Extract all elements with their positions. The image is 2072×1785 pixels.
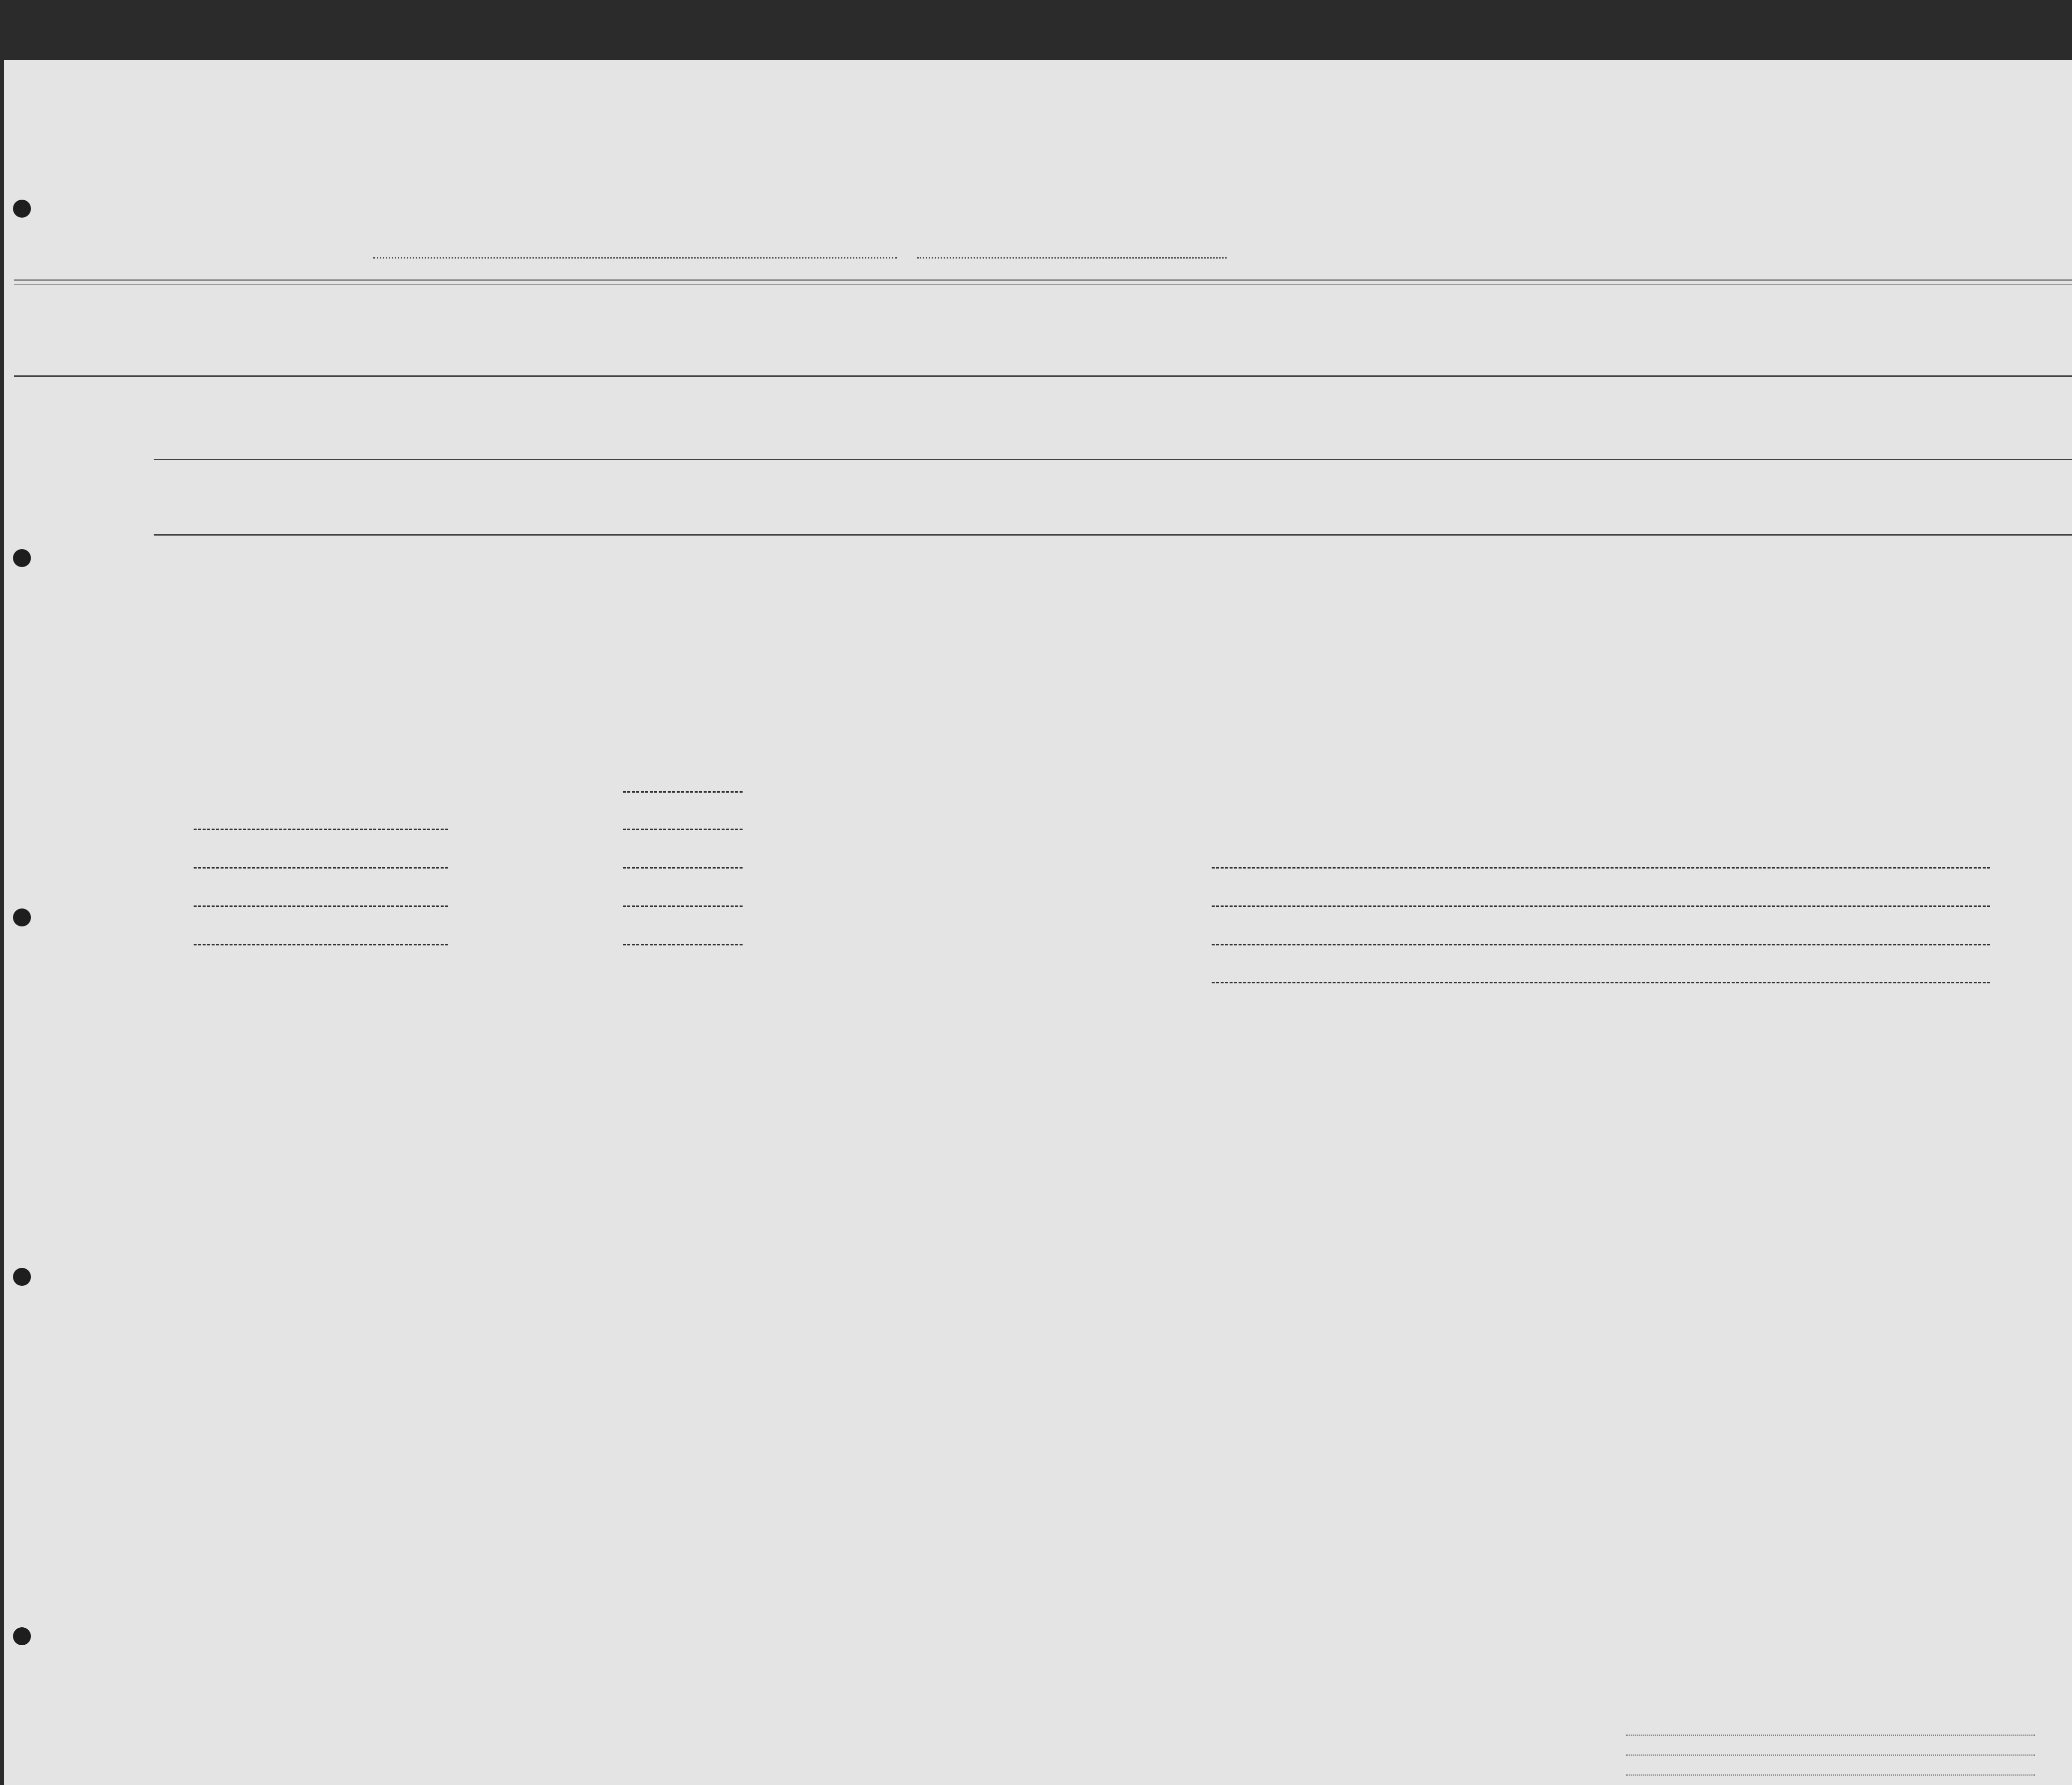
- header-bottom-rule: [154, 534, 2072, 536]
- header-mid-rule: [154, 459, 2072, 460]
- punch-hole: [13, 549, 31, 567]
- punch-hole: [13, 908, 31, 926]
- date-dotted-line: [917, 257, 1227, 259]
- blank-dash: [623, 791, 743, 793]
- blank-dash: [194, 905, 448, 907]
- blank-dash: [194, 867, 448, 869]
- punch-hole: [13, 1627, 31, 1645]
- agents-signature-line: [1626, 1775, 2035, 1776]
- punch-hole: [13, 200, 31, 218]
- blank-dash: [1212, 905, 1990, 907]
- blank-dash: [623, 905, 743, 907]
- blank-dash: [1212, 982, 1990, 983]
- punch-hole: [13, 1268, 31, 1286]
- blank-dash: [1212, 944, 1990, 945]
- top-rule: [14, 280, 2072, 281]
- owners-signature-line: [1626, 1755, 2035, 1756]
- blank-dash: [194, 829, 448, 830]
- blank-dash: [194, 944, 448, 945]
- line-signature-line: [1626, 1735, 2035, 1736]
- header-rule: [14, 375, 2072, 377]
- blank-dash: [1212, 867, 1990, 869]
- manifest-sheet: [4, 60, 2072, 1785]
- port-dotted-line: [373, 257, 897, 259]
- blank-dash: [623, 829, 743, 830]
- blank-dash: [623, 944, 743, 945]
- blank-dash: [623, 867, 743, 869]
